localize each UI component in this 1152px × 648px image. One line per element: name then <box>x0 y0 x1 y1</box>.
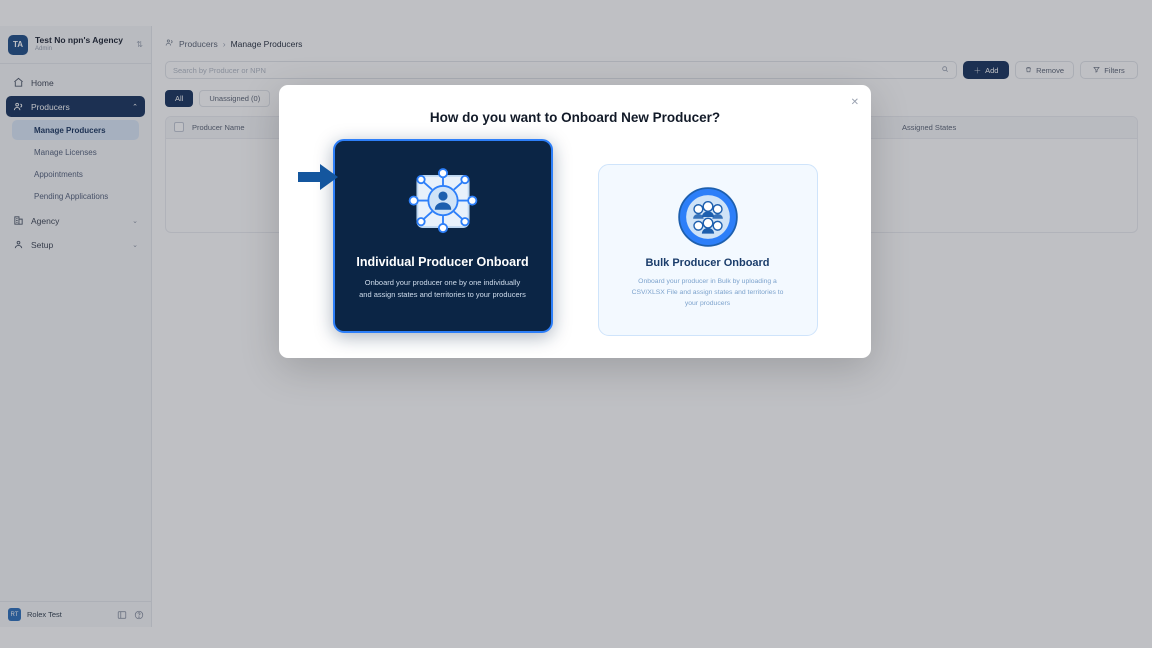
filters-button-label: Filters <box>1104 65 1125 75</box>
tab-unassigned[interactable]: Unassigned (0) <box>199 90 270 107</box>
column-header-producer-name[interactable]: Producer Name <box>192 123 245 132</box>
chevron-down-icon[interactable]: ⌄ <box>132 217 138 225</box>
onboard-producer-modal <box>279 85 871 358</box>
sidebar-item-label: Setup <box>31 239 54 250</box>
chevron-down-icon[interactable]: ⌄ <box>132 241 138 249</box>
sidebar-item-pending-applications[interactable]: Pending Applications <box>34 191 109 201</box>
plus-icon: ＋ <box>973 65 982 75</box>
card-title: Bulk Producer Onboard <box>645 257 770 269</box>
network-people-icon <box>349 161 537 253</box>
add-button-label: Add <box>985 65 999 75</box>
remove-button-label: Remove <box>1036 65 1064 75</box>
avatar[interactable]: RT <box>8 608 21 621</box>
onboard-options <box>279 139 871 336</box>
modal-title: How do you want to Onboard New Producer? <box>429 110 721 125</box>
card-description: Onboard your producer in Bulk by uploading a CSV/XLSX File and assign states and territories to your producers <box>631 278 784 307</box>
column-header-assigned-states[interactable]: Assigned States <box>902 123 957 132</box>
sidebar-item-label: Producers <box>31 101 70 112</box>
close-icon[interactable]: ✕ <box>850 97 859 108</box>
sidebar-item-appointments[interactable]: Appointments <box>34 169 83 179</box>
breadcrumb-current: Manage Producers <box>230 38 303 49</box>
card-title: Individual Producer Onboard <box>356 255 529 269</box>
sidebar-item-label: Agency <box>31 215 60 226</box>
breadcrumb-separator: › <box>222 38 226 49</box>
search-placeholder: Search by Producer or NPN <box>173 65 266 75</box>
card-description: Onboard your producer one by one individually and assign states and territories to your producers <box>359 278 526 299</box>
chevron-up-icon[interactable]: ⌃ <box>132 103 138 111</box>
org-avatar: TA <box>8 35 28 55</box>
user-name: Rolex Test <box>27 610 62 619</box>
breadcrumb-root[interactable]: Producers <box>179 38 218 49</box>
sidebar-item-manage-producers[interactable]: Manage Producers <box>12 120 139 140</box>
group-people-circle-icon <box>613 181 803 253</box>
org-name: Test No npn's Agency <box>35 36 123 46</box>
individual-producer-onboard-card[interactable] <box>333 139 553 333</box>
sidebar-item-label: Home <box>31 77 54 88</box>
org-role: Admin <box>35 46 53 53</box>
cursor-arrow-icon <box>296 160 342 194</box>
chevron-updown-icon[interactable]: ⇅ <box>136 40 143 49</box>
bulk-producer-onboard-card[interactable] <box>598 164 818 336</box>
sidebar-item-manage-licenses[interactable]: Manage Licenses <box>34 147 97 157</box>
tab-all[interactable]: All <box>165 90 193 107</box>
